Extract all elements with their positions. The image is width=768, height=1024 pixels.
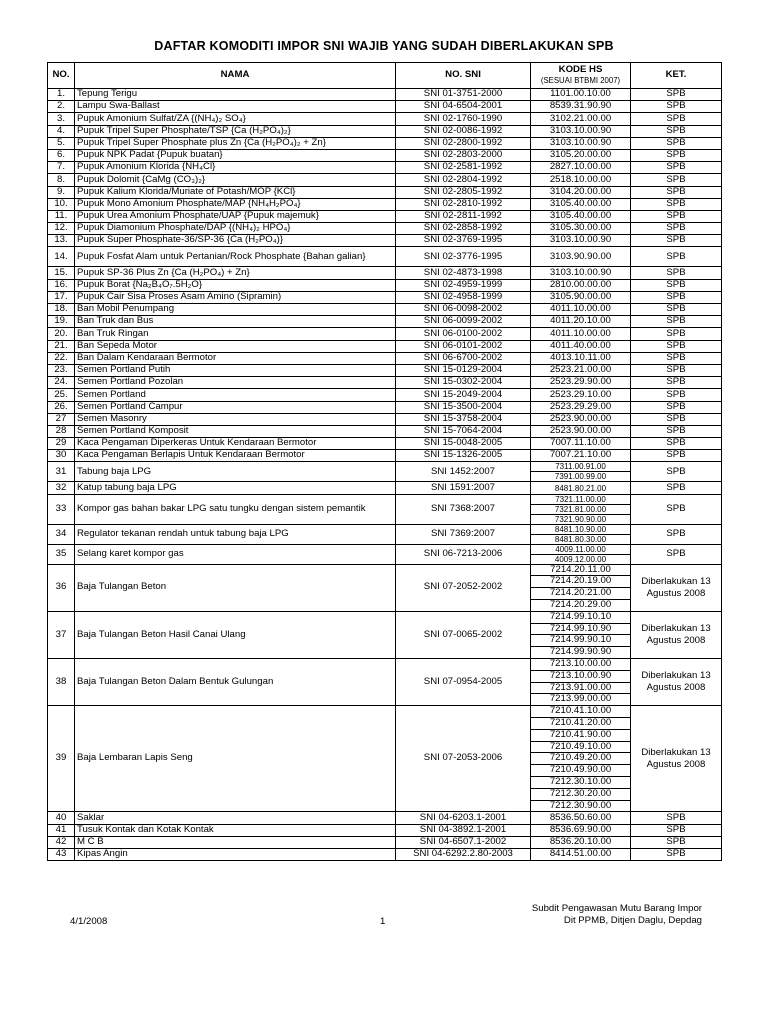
table-row [48, 544, 722, 554]
header-ket: KET. [631, 63, 722, 89]
ket-status: SPB [631, 162, 722, 174]
commodity-name: Saklar [75, 812, 396, 824]
sni-number: SNI 02-3776-1995 [396, 247, 531, 267]
ket-status: SPB [631, 186, 722, 198]
row-number: 7. [48, 162, 75, 174]
hs-code: 7210.41.10.00 [531, 706, 631, 718]
ket-status: SPB [631, 125, 722, 137]
ket-status: SPB [631, 89, 722, 101]
hs-code: 2523.90.00.00 [531, 425, 631, 437]
ket-status: SPB [631, 824, 722, 836]
commodity-name: Kompor gas bahan bakar LPG satu tungku dengan sistem pemantik [75, 494, 396, 524]
header-sni: NO. SNI [396, 63, 531, 89]
sni-number: SNI 04-3892.1-2001 [396, 824, 531, 836]
table-row [48, 812, 722, 824]
row-number: 17. [48, 291, 75, 303]
sni-number: SNI 02-3769-1995 [396, 235, 531, 247]
row-number: 33 [48, 494, 75, 524]
sni-number: SNI 02-0086-1992 [396, 125, 531, 137]
hs-code: 3105.20.00.00 [531, 149, 631, 161]
sni-number: SNI 02-2811-1992 [396, 210, 531, 222]
hs-code: 7210.49.90.00 [531, 765, 631, 777]
hs-code: 7210.41.90.00 [531, 729, 631, 741]
row-number: 5. [48, 137, 75, 149]
commodity-name: Pupuk Amonium Klorida {NH₄Cl} [75, 162, 396, 174]
row-number: 9. [48, 186, 75, 198]
row-number: 37 [48, 611, 75, 658]
commodity-name: Ban Truk dan Bus [75, 316, 396, 328]
document-title: DAFTAR KOMODITI IMPOR SNI WAJIB YANG SUDAH DIBERLAKUKAN SPB [154, 39, 614, 53]
table-row [48, 89, 722, 101]
table-row [48, 267, 722, 279]
ket-status: Diberlakukan 13 Agustus 2008 [631, 564, 722, 611]
row-number: 40 [48, 812, 75, 824]
commodity-name: Pupuk Fosfat Alam untuk Pertanian/Rock Phosphate {Bahan galian} [75, 247, 396, 267]
row-number: 14. [48, 247, 75, 267]
hs-code: 7210.49.10.00 [531, 741, 631, 753]
hs-code: 7214.20.21.00 [531, 588, 631, 600]
table-row [48, 401, 722, 413]
header-hs-label: KODE HS [558, 63, 603, 75]
hs-code: 7321.81.00.00 [531, 504, 631, 514]
row-number: 25. [48, 389, 75, 401]
sni-number: SNI 04-6507.1-2002 [396, 836, 531, 848]
table-row [48, 848, 722, 860]
hs-code: 2827.10.00.00 [531, 162, 631, 174]
table-row [48, 162, 722, 174]
commodity-name: Pupuk Mono Amonium Phosphate/MAP {NH₄H₂PO₄} [75, 198, 396, 210]
hs-code: 2810.00.00.00 [531, 279, 631, 291]
sni-number: SNI 06-0101-2002 [396, 340, 531, 352]
row-number: 23. [48, 364, 75, 376]
sni-number: SNI 02-1760-1990 [396, 113, 531, 125]
table-row [48, 836, 722, 848]
sni-number: SNI 02-2805-1992 [396, 186, 531, 198]
table-row [48, 438, 722, 450]
hs-code: 3103.10.00.90 [531, 235, 631, 247]
hs-code: 3102.21.00.00 [531, 113, 631, 125]
ket-status: SPB [631, 223, 722, 235]
hs-code: 7210.41.20.00 [531, 717, 631, 729]
hs-code: 8414.51.00.00 [531, 848, 631, 860]
row-number: 3. [48, 113, 75, 125]
table-row [48, 364, 722, 376]
hs-code: 3105.40.00.00 [531, 198, 631, 210]
commodity-name: Tepung Terigu [75, 89, 396, 101]
hs-code: 2523.29.29.00 [531, 401, 631, 413]
table-row [48, 611, 722, 623]
row-number: 6. [48, 149, 75, 161]
sni-number: SNI 1591:2007 [396, 482, 531, 494]
sni-number: SNI 07-2053-2006 [396, 706, 531, 812]
ket-status: SPB [631, 235, 722, 247]
hs-code: 7321.11.00.00 [531, 494, 631, 504]
hs-code: 7007.21.10.00 [531, 450, 631, 462]
hs-code: 7213.10.00.00 [531, 659, 631, 671]
hs-code: 8536.20.10.00 [531, 836, 631, 848]
commodity-name: Semen Portland Komposit [75, 425, 396, 437]
sni-number: SNI 02-2800-1992 [396, 137, 531, 149]
hs-code: 7007.11.10.00 [531, 438, 631, 450]
table-row [48, 482, 722, 494]
row-number: 29 [48, 438, 75, 450]
row-number: 16. [48, 279, 75, 291]
sni-number: SNI 07-2052-2002 [396, 564, 531, 611]
table-header-row [48, 63, 722, 89]
commodity-name: M C B [75, 836, 396, 848]
ket-status: SPB [631, 450, 722, 462]
ket-status: SPB [631, 836, 722, 848]
sni-number: SNI 15-2049-2004 [396, 389, 531, 401]
hs-code: 3104.20.00.00 [531, 186, 631, 198]
ket-status: SPB [631, 482, 722, 494]
table-row [48, 113, 722, 125]
table-row [48, 137, 722, 149]
header-no: NO. [48, 63, 75, 89]
commodity-name: Baja Tulangan Beton [75, 564, 396, 611]
ket-status: SPB [631, 328, 722, 340]
table-row [48, 564, 722, 576]
hs-code: 3103.90.90.00 [531, 247, 631, 267]
hs-code: 3103.10.00.90 [531, 125, 631, 137]
row-number: 39 [48, 706, 75, 812]
ket-status: SPB [631, 438, 722, 450]
sni-number: SNI 15-3758-2004 [396, 413, 531, 425]
commodity-name: Ban Mobil Penumpang [75, 304, 396, 316]
row-number: 2. [48, 101, 75, 113]
ket-status: SPB [631, 413, 722, 425]
row-number: 1. [48, 89, 75, 101]
sni-number: SNI 06-6700-2002 [396, 352, 531, 364]
ket-status: SPB [631, 279, 722, 291]
row-number: 35 [48, 544, 75, 564]
commodity-name: Katup tabung baja LPG [75, 482, 396, 494]
footer-org-line1: Subdit Pengawasan Mutu Barang Impor [531, 903, 702, 914]
sni-number: SNI 15-1326-2005 [396, 450, 531, 462]
table-row [48, 304, 722, 316]
sni-number: SNI 02-2803-2000 [396, 149, 531, 161]
table-row [48, 316, 722, 328]
commodity-name: Pupuk Borat {Na₂B₄O₇.5H₂O} [75, 279, 396, 291]
table-row [48, 328, 722, 340]
ket-status: SPB [631, 524, 722, 544]
sni-number: SNI 02-2810-1992 [396, 198, 531, 210]
row-number: 22. [48, 352, 75, 364]
hs-code: 2523.90.00.00 [531, 413, 631, 425]
ket-status: SPB [631, 247, 722, 267]
row-number: 31 [48, 462, 75, 482]
row-number: 36 [48, 564, 75, 611]
commodity-name: Pupuk Diamonium Phosphate/DAP {(NH₄)₂ HPO₄} [75, 223, 396, 235]
table-row [48, 462, 722, 472]
commodity-name: Pupuk NPK Padat {Pupuk buatan} [75, 149, 396, 161]
sni-number: SNI 02-2858-1992 [396, 223, 531, 235]
table-row [48, 235, 722, 247]
commodity-name: Baja Tulangan Beton Hasil Canai Ulang [75, 611, 396, 658]
hs-code: 7311.00.91.00 [531, 462, 631, 472]
table-row [48, 223, 722, 235]
row-number: 20. [48, 328, 75, 340]
sni-number: SNI 02-4958-1999 [396, 291, 531, 303]
commodity-name: Pupuk Tripel Super Phosphate plus Zn {Ca (H₂PO₄)₂ + Zn} [75, 137, 396, 149]
row-number: 11. [48, 210, 75, 222]
commodity-name: Tabung baja LPG [75, 462, 396, 482]
sni-number: SNI 02-2804-1992 [396, 174, 531, 186]
hs-code: 7212.30.90.00 [531, 800, 631, 812]
table-row [48, 247, 722, 267]
ket-status: SPB [631, 149, 722, 161]
hs-code: 7214.20.19.00 [531, 576, 631, 588]
hs-code: 4011.10.00.00 [531, 304, 631, 316]
ket-status: SPB [631, 210, 722, 222]
ket-status: SPB [631, 401, 722, 413]
ket-status: SPB [631, 352, 722, 364]
table-row [48, 659, 722, 671]
row-number: 13. [48, 235, 75, 247]
table-row [48, 198, 722, 210]
hs-code: 7214.20.11.00 [531, 564, 631, 576]
commodity-name: Pupuk Dolomit {CaMg (CO₃)₂} [75, 174, 396, 186]
sni-number: SNI 15-0129-2004 [396, 364, 531, 376]
commodity-name: Baja Lembaran Lapis Seng [75, 706, 396, 812]
row-number: 30 [48, 450, 75, 462]
ket-status: Diberlakukan 13 Agustus 2008 [631, 659, 722, 706]
row-number: 24. [48, 377, 75, 389]
ket-status: SPB [631, 174, 722, 186]
table-row [48, 340, 722, 352]
hs-code: 7214.20.29.00 [531, 600, 631, 612]
hs-code: 7213.99.00.00 [531, 694, 631, 706]
row-number: 4. [48, 125, 75, 137]
sni-number: SNI 02-4959-1999 [396, 279, 531, 291]
table-row [48, 377, 722, 389]
hs-code: 7321.90.90.00 [531, 514, 631, 524]
commodity-name: Pupuk Tripel Super Phosphate/TSP {Ca (H₂PO₄)₂} [75, 125, 396, 137]
row-number: 42 [48, 836, 75, 848]
row-number: 8. [48, 174, 75, 186]
sni-number: SNI 15-7064-2004 [396, 425, 531, 437]
table-row [48, 279, 722, 291]
row-number: 43 [48, 848, 75, 860]
sni-number: SNI 15-0302-2004 [396, 377, 531, 389]
commodity-name: Pupuk Kalium Klorida/Muriate of Potash/MOP {KCl} [75, 186, 396, 198]
hs-code: 8536.50.60.00 [531, 812, 631, 824]
table-row [48, 101, 722, 113]
footer-page-number: 1 [380, 916, 386, 927]
hs-code: 7210.49.20.00 [531, 753, 631, 765]
hs-code: 8481.10.90.00 [531, 524, 631, 534]
row-number: 38 [48, 659, 75, 706]
commodity-name: Pupuk Super Phosphate-36/SP-36 {Ca (H₂PO₄)} [75, 235, 396, 247]
commodity-name: Tusuk Kontak dan Kotak Kontak [75, 824, 396, 836]
table-row [48, 210, 722, 222]
sni-number: SNI 06-0100-2002 [396, 328, 531, 340]
sni-number: SNI 02-2581-1992 [396, 162, 531, 174]
sni-number: SNI 06-0099-2002 [396, 316, 531, 328]
commodity-table [47, 62, 722, 861]
ket-status: SPB [631, 389, 722, 401]
row-number: 26. [48, 401, 75, 413]
ket-status: SPB [631, 848, 722, 860]
hs-code: 4009.12.00.00 [531, 554, 631, 564]
hs-code: 7212.30.20.00 [531, 788, 631, 800]
row-number: 32 [48, 482, 75, 494]
ket-status: Diberlakukan 13 Agustus 2008 [631, 611, 722, 658]
hs-code: 3105.40.00.00 [531, 210, 631, 222]
commodity-name: Semen Portland Campur [75, 401, 396, 413]
hs-code: 7391.00.99.00 [531, 472, 631, 482]
hs-code: 7213.91.00.00 [531, 682, 631, 694]
sni-number: SNI 07-0954-2005 [396, 659, 531, 706]
commodity-name: Ban Truk Ringan [75, 328, 396, 340]
sni-number: SNI 15-0048-2005 [396, 438, 531, 450]
sni-number: SNI 06-7213-2006 [396, 544, 531, 564]
hs-code: 2523.29.10.00 [531, 389, 631, 401]
sni-number: SNI 02-4873-1998 [396, 267, 531, 279]
commodity-name: Ban Sepeda Motor [75, 340, 396, 352]
hs-code: 1101.00.10.00 [531, 89, 631, 101]
footer-org-line2: Dit PPMB, Ditjen Daglu, Depdag [563, 915, 702, 926]
sni-number: SNI 01-3751-2000 [396, 89, 531, 101]
hs-code: 3103.10.00.90 [531, 267, 631, 279]
sni-number: SNI 06-0098-2002 [396, 304, 531, 316]
hs-code: 3103.10.00.90 [531, 137, 631, 149]
commodity-name: Baja Tulangan Beton Dalam Bentuk Gulungan [75, 659, 396, 706]
hs-code: 7214.99.10.90 [531, 623, 631, 635]
table-row [48, 450, 722, 462]
commodity-name: Lampu Swa-Ballast [75, 101, 396, 113]
hs-code: 8539.31.90.90 [531, 101, 631, 113]
commodity-name: Pupuk Cair Sisa Proses Asam Amino (Sipramin) [75, 291, 396, 303]
ket-status: SPB [631, 113, 722, 125]
commodity-name: Pupuk Urea Amonium Phosphate/UAP {Pupuk majemuk} [75, 210, 396, 222]
sni-number: SNI 07-0065-2002 [396, 611, 531, 658]
commodity-name: Semen Portland [75, 389, 396, 401]
header-nama: NAMA [75, 63, 396, 89]
hs-code: 4009.11.00.00 [531, 544, 631, 554]
ket-status: SPB [631, 101, 722, 113]
hs-code: 8481.80.21.00 [531, 482, 631, 494]
commodity-name: Pupuk SP-36 Plus Zn {Ca (H₂PO₄) + Zn} [75, 267, 396, 279]
hs-code: 4011.10.00.00 [531, 328, 631, 340]
row-number: 41 [48, 824, 75, 836]
commodity-name: Semen Portland Pozolan [75, 377, 396, 389]
hs-code: 2523.29.90.00 [531, 377, 631, 389]
ket-status: SPB [631, 340, 722, 352]
table-row [48, 291, 722, 303]
row-number: 18. [48, 304, 75, 316]
ket-status: SPB [631, 812, 722, 824]
row-number: 27 [48, 413, 75, 425]
row-number: 12. [48, 223, 75, 235]
sni-number: SNI 04-6203.1-2001 [396, 812, 531, 824]
table-body [48, 89, 722, 861]
sni-number: SNI 1452:2007 [396, 462, 531, 482]
commodity-name: Ban Dalam Kendaraan Bermotor [75, 352, 396, 364]
row-number: 15. [48, 267, 75, 279]
ket-status: SPB [631, 494, 722, 524]
hs-code: 7214.99.90.10 [531, 635, 631, 647]
commodity-name: Regulator tekanan rendah untuk tabung baja LPG [75, 524, 396, 544]
header-hs-sub: (SESUAI BTBMI 2007) [540, 75, 621, 85]
hs-code: 4011.40.00.00 [531, 340, 631, 352]
hs-code: 3105.30.00.00 [531, 223, 631, 235]
row-number: 21. [48, 340, 75, 352]
commodity-name: Semen Portland Putih [75, 364, 396, 376]
hs-code: 2518.10.00.00 [531, 174, 631, 186]
footer-date: 4/1/2008 [70, 916, 108, 927]
ket-status: SPB [631, 425, 722, 437]
sni-number: SNI 7369:2007 [396, 524, 531, 544]
commodity-name: Pupuk Amonium Sulfat/ZA {(NH₄)₂ SO₄} [75, 113, 396, 125]
sni-number: SNI 04-6504-2001 [396, 101, 531, 113]
ket-status: SPB [631, 198, 722, 210]
commodity-name: Kaca Pengaman Berlapis Untuk Kendaraan Bermotor [75, 450, 396, 462]
table-row [48, 186, 722, 198]
hs-code: 8481.80.30.00 [531, 534, 631, 544]
header-hs [531, 63, 631, 89]
hs-code: 4011.20.10.00 [531, 316, 631, 328]
sni-number: SNI 15-3500-2004 [396, 401, 531, 413]
hs-code: 8536.69.90.00 [531, 824, 631, 836]
ket-status: SPB [631, 462, 722, 482]
hs-code: 4013.10.11.00 [531, 352, 631, 364]
table-row [48, 125, 722, 137]
table-row [48, 494, 722, 504]
row-number: 10. [48, 198, 75, 210]
ket-status: SPB [631, 364, 722, 376]
ket-status: Diberlakukan 13 Agustus 2008 [631, 706, 722, 812]
table-row [48, 352, 722, 364]
commodity-name: Kaca Pengaman Diperkeras Untuk Kendaraan Bermotor [75, 438, 396, 450]
footer-organization [532, 903, 702, 927]
hs-code: 7212.30.10.00 [531, 776, 631, 788]
hs-code: 2523.21.00.00 [531, 364, 631, 376]
table-row [48, 425, 722, 437]
table-row [48, 174, 722, 186]
row-number: 19. [48, 316, 75, 328]
sni-number: SNI 7368:2007 [396, 494, 531, 524]
ket-status: SPB [631, 377, 722, 389]
hs-code: 7213.10.00.90 [531, 670, 631, 682]
ket-status: SPB [631, 544, 722, 564]
commodity-name: Selang karet kompor gas [75, 544, 396, 564]
table-row [48, 389, 722, 401]
table-row [48, 824, 722, 836]
sni-number: SNI 04-6292.2.80-2003 [396, 848, 531, 860]
hs-code: 3105.90.00.00 [531, 291, 631, 303]
hs-code: 7214.99.10.10 [531, 611, 631, 623]
commodity-name: Semen Masonry [75, 413, 396, 425]
table-row [48, 149, 722, 161]
table-row [48, 706, 722, 718]
row-number: 28 [48, 425, 75, 437]
ket-status: SPB [631, 267, 722, 279]
table-row [48, 413, 722, 425]
ket-status: SPB [631, 316, 722, 328]
ket-status: SPB [631, 137, 722, 149]
ket-status: SPB [631, 304, 722, 316]
row-number: 34 [48, 524, 75, 544]
hs-code: 7214.99.90.90 [531, 647, 631, 659]
table-row [48, 524, 722, 534]
commodity-name: Kipas Angin [75, 848, 396, 860]
ket-status: SPB [631, 291, 722, 303]
